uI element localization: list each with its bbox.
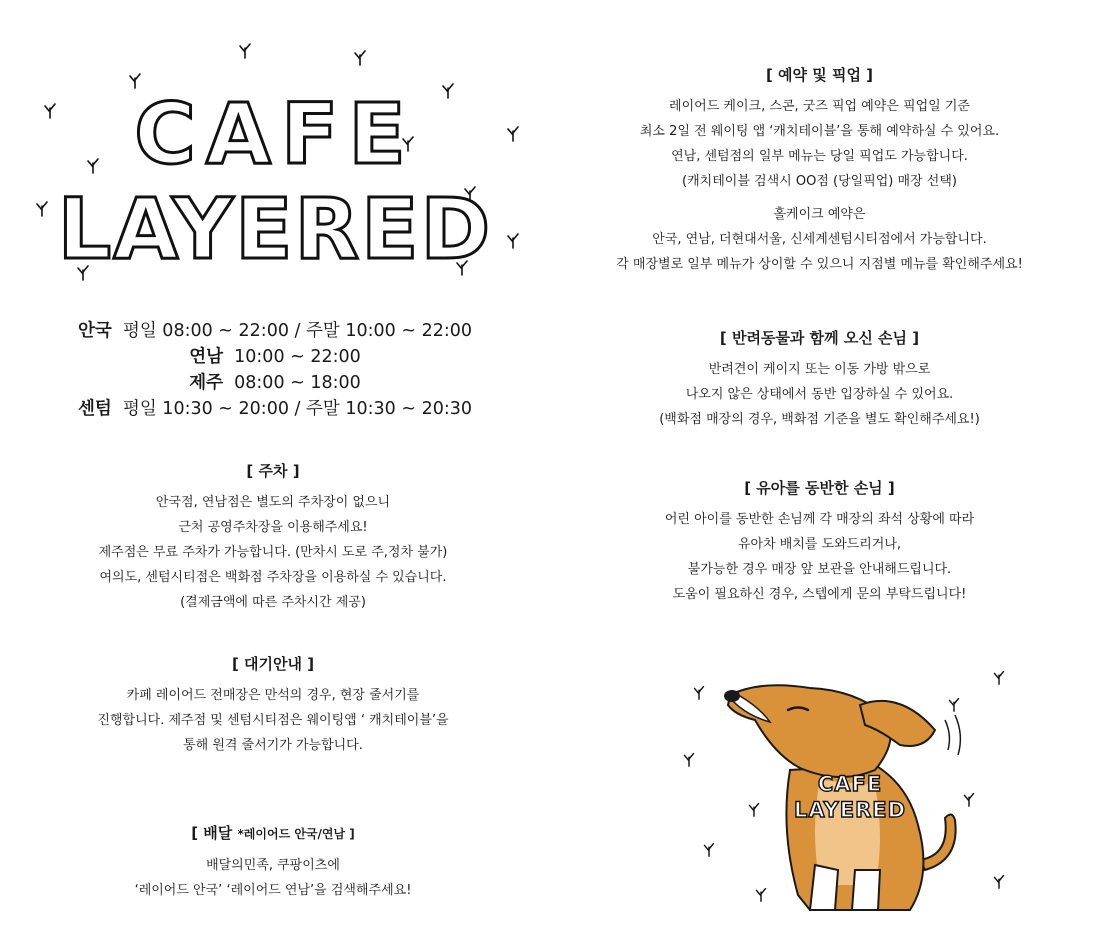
waiting-section <box>0 653 546 758</box>
sprout-icon <box>350 47 370 67</box>
dog-illustration <box>670 660 1030 930</box>
sprout-icon <box>235 40 255 60</box>
hours-row-centum: 센텀 평일 10:30 ~ 20:00 / 주말 10:30 ~ 20:30 <box>77 399 473 419</box>
sprout-icon <box>503 123 523 143</box>
pets-line: 나오지 않은 상태에서 동반 입장하실 수 있어요. <box>685 387 954 402</box>
reservation-line: (캐치테이블 검색시 OO점 (당일픽업) 매장 선택) <box>682 174 957 189</box>
sprout-icon <box>438 80 458 100</box>
delivery-line: ‘레이어드 안국’ ‘레이어드 연남’을 검색해주세요! <box>134 883 412 898</box>
reservation-line: 안국, 연남, 더현대서울, 신세계센텀시티점에서 가능합니다. <box>652 232 987 247</box>
pets-title: [ 반려동물과 함께 오신 손님 ] <box>719 329 920 347</box>
waiting-line: 통해 원격 줄서기가 가능합니다. <box>183 738 363 753</box>
delivery-title-note: *레이어드 안국/연남 ] <box>237 827 355 841</box>
delivery-title: [ 배달 *레이어드 안국/연남 ] <box>191 824 355 842</box>
pets-line: 반려견이 케이지 또는 이동 가방 밖으로 <box>708 362 931 377</box>
waiting-line: 진행합니다. 제주점 및 센텀시티점은 웨이팅앱 ‘ 캐치테이블’을 <box>97 713 449 728</box>
logo-line-2: LAYERED <box>57 180 493 278</box>
reservation-title: [ 예약 및 픽업 ] <box>765 66 874 84</box>
parking-line: 제주점은 무료 주차가 가능합니다. (만차시 도로 주,정차 불가) <box>98 545 448 560</box>
reservation-line: 최소 2일 전 웨이팅 앱 ‘캐치테이블’을 통해 예약하실 수 있어요. <box>639 124 1000 139</box>
logo-line-1: CAFE <box>134 85 416 183</box>
reservation-line: 홀케이크 예약은 <box>773 207 866 222</box>
sprout-icon <box>398 133 418 153</box>
dog-badge-line-2: LAYERED <box>793 798 907 822</box>
parking-line: 근처 공영주차장을 이용해주세요! <box>178 520 368 535</box>
parking-title: [ 주차 ] <box>246 462 300 480</box>
sprout-icon <box>40 100 60 120</box>
infants-section <box>546 477 1093 607</box>
waiting-title: [ 대기안내 ] <box>231 655 315 673</box>
reservation-section <box>546 64 1093 277</box>
reservation-line: 각 매장별로 일부 메뉴가 상이할 수 있으니 지점별 메뉴를 확인해주세요! <box>616 257 1023 272</box>
sprout-icon <box>83 155 103 175</box>
parking-line: 안국점, 연남점은 별도의 주차장이 없으니 <box>155 495 391 510</box>
reservation-line: 레이어드 케이크, 스콘, 굿즈 픽업 예약은 픽업일 기준 <box>669 99 970 114</box>
sprout-icon <box>452 257 472 277</box>
hours-row-jeju: 제주 08:00 ~ 18:00 <box>189 373 361 393</box>
sprout-icon <box>73 262 93 282</box>
store-hours <box>60 318 490 422</box>
sprout-icon <box>125 70 145 90</box>
pets-section <box>546 327 1093 432</box>
pets-line: (백화점 매장의 경우, 백화점 기준을 별도 확인해주세요!) <box>659 412 980 427</box>
delivery-section <box>0 822 546 903</box>
parking-line: (결제금액에 따른 주차시간 제공) <box>180 595 366 610</box>
reservation-line: 연남, 센텀점의 일부 메뉴는 당일 픽업도 가능합니다. <box>671 149 968 164</box>
parking-section <box>0 460 546 615</box>
infants-line: 불가능한 경우 매장 앞 보관을 안내해드립니다. <box>687 562 952 577</box>
delivery-line: 배달의민족, 쿠팡이츠에 <box>206 858 340 873</box>
infants-line: 도움이 필요하신 경우, 스텝에게 문의 부탁드립니다! <box>672 587 967 602</box>
parking-line: 여의도, 센텀시티점은 백화점 주차장을 이용하실 수 있습니다. <box>99 570 447 585</box>
waiting-line: 카페 레이어드 전매장은 만석의 경우, 현장 줄서기를 <box>126 688 420 703</box>
infants-line: 유아차 배치를 도와드리거나, <box>737 537 902 552</box>
sprout-icon <box>460 183 480 203</box>
hours-row-yeonnam: 연남 10:00 ~ 22:00 <box>189 347 361 367</box>
dog-badge-line-1: CAFE <box>817 772 883 796</box>
sprout-icon <box>32 198 52 218</box>
hours-row-anguk: 안국 평일 08:00 ~ 22:00 / 주말 10:00 ~ 22:00 <box>77 321 473 341</box>
infants-line: 어린 아이를 동반한 손님께 각 매장의 좌석 상황에 따라 <box>664 512 975 527</box>
infants-title: [ 유아를 동반한 손님 ] <box>744 479 895 497</box>
sprout-icon <box>503 230 523 250</box>
